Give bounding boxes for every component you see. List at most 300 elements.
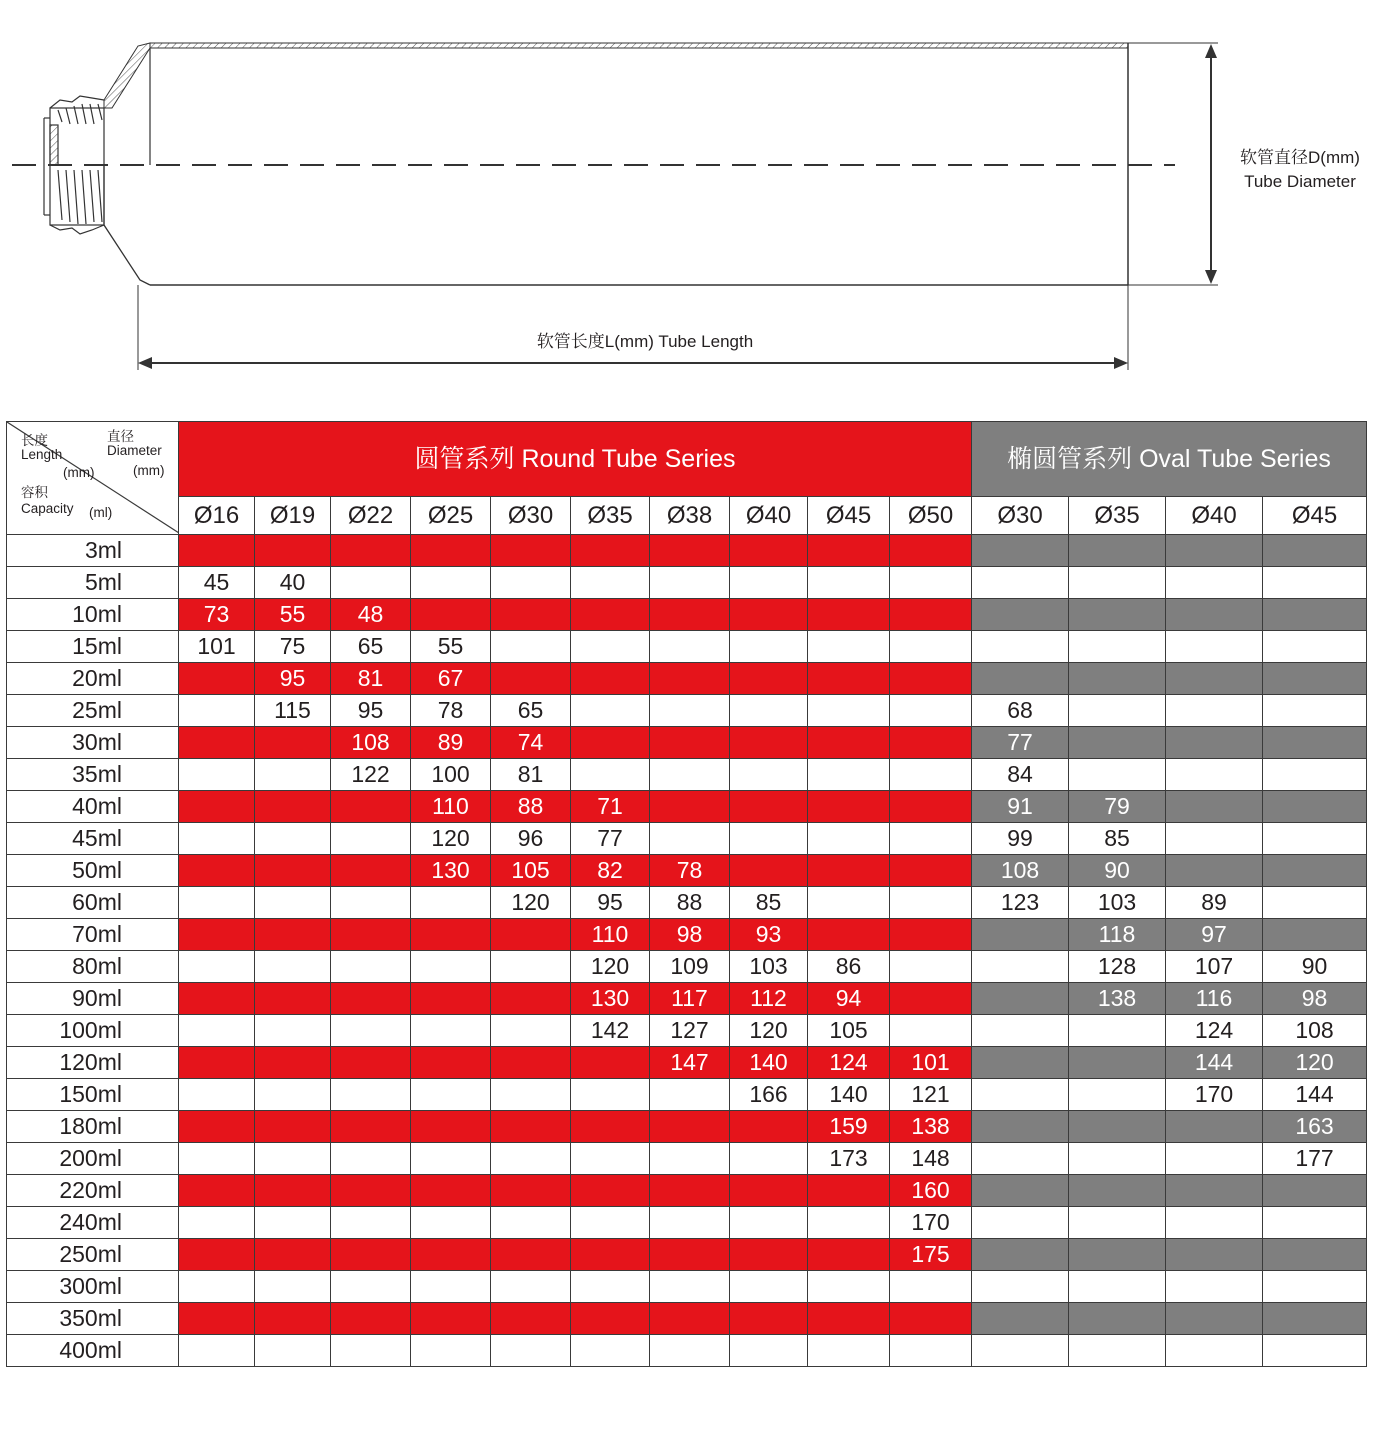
round-length-cell	[491, 919, 571, 951]
round-length-cell: 175	[890, 1239, 972, 1271]
round-diameter-header: Ø22	[331, 497, 411, 535]
round-series-header: 圆管系列 Round Tube Series	[179, 422, 972, 497]
round-length-cell	[331, 1143, 411, 1175]
round-diameter-header: Ø38	[650, 497, 730, 535]
tube-diameter-label-en: Tube Diameter	[1244, 172, 1356, 191]
round-length-cell: 120	[730, 1015, 808, 1047]
round-length-cell: 89	[411, 727, 491, 759]
round-length-cell: 95	[571, 887, 650, 919]
oval-length-cell: 170	[1166, 1079, 1263, 1111]
round-length-cell	[730, 663, 808, 695]
round-length-cell: 81	[331, 663, 411, 695]
round-length-cell	[808, 695, 890, 727]
round-length-cell	[808, 887, 890, 919]
round-length-cell	[491, 1207, 571, 1239]
round-length-cell	[179, 1335, 255, 1367]
oval-length-cell	[1263, 823, 1367, 855]
round-length-cell	[890, 631, 972, 663]
table-row	[7, 1303, 1367, 1335]
round-length-cell	[571, 1335, 650, 1367]
round-length-cell	[491, 1175, 571, 1207]
round-length-cell	[331, 823, 411, 855]
table-row	[7, 855, 1367, 887]
round-length-cell	[331, 1303, 411, 1335]
oval-length-cell	[1166, 663, 1263, 695]
oval-length-cell	[1166, 631, 1263, 663]
round-length-cell	[179, 791, 255, 823]
round-length-cell	[331, 1047, 411, 1079]
table-row	[7, 1143, 1367, 1175]
oval-length-cell	[972, 1207, 1069, 1239]
capacity-label: 25ml	[7, 695, 179, 727]
oval-length-cell	[1263, 1175, 1367, 1207]
round-length-cell	[411, 951, 491, 983]
oval-length-cell	[1069, 727, 1166, 759]
oval-diameter-header: Ø30	[972, 497, 1069, 535]
round-length-cell: 173	[808, 1143, 890, 1175]
round-length-cell	[730, 695, 808, 727]
round-length-cell: 140	[730, 1047, 808, 1079]
table-row	[7, 535, 1367, 567]
round-length-cell	[808, 791, 890, 823]
round-length-cell: 117	[650, 983, 730, 1015]
oval-length-cell	[1263, 919, 1367, 951]
round-length-cell	[331, 887, 411, 919]
round-length-cell	[411, 1079, 491, 1111]
round-length-cell	[571, 599, 650, 631]
oval-length-cell: 89	[1166, 887, 1263, 919]
oval-length-cell	[1069, 1015, 1166, 1047]
oval-length-cell	[1263, 887, 1367, 919]
round-length-cell	[179, 1271, 255, 1303]
oval-length-cell: 85	[1069, 823, 1166, 855]
oval-series-header: 椭圆管系列 Oval Tube Series	[972, 422, 1367, 497]
oval-length-cell	[1263, 1207, 1367, 1239]
oval-length-cell	[972, 631, 1069, 663]
capacity-label: 60ml	[7, 887, 179, 919]
corner-capacity-unit: (ml)	[89, 505, 113, 520]
round-length-cell	[491, 1015, 571, 1047]
round-length-cell	[331, 1111, 411, 1143]
round-diameter-header: Ø35	[571, 497, 650, 535]
corner-diameter-unit: (mm)	[133, 463, 165, 478]
oval-length-cell: 123	[972, 887, 1069, 919]
round-length-cell	[331, 855, 411, 887]
capacity-label: 240ml	[7, 1207, 179, 1239]
round-length-cell	[571, 1079, 650, 1111]
round-length-cell	[571, 535, 650, 567]
round-length-cell	[650, 759, 730, 791]
round-length-cell: 147	[650, 1047, 730, 1079]
oval-diameter-header: Ø45	[1263, 497, 1367, 535]
capacity-label: 100ml	[7, 1015, 179, 1047]
table-row	[7, 1175, 1367, 1207]
round-length-cell	[491, 1303, 571, 1335]
round-length-cell: 40	[255, 567, 331, 599]
table-row	[7, 1335, 1367, 1367]
oval-length-cell: 116	[1166, 983, 1263, 1015]
round-length-cell	[491, 1079, 571, 1111]
oval-length-cell	[1166, 1175, 1263, 1207]
oval-length-cell	[1263, 631, 1367, 663]
round-length-cell: 130	[571, 983, 650, 1015]
round-length-cell	[808, 1335, 890, 1367]
oval-length-cell	[1263, 695, 1367, 727]
round-length-cell	[730, 1335, 808, 1367]
oval-length-cell: 90	[1263, 951, 1367, 983]
oval-length-cell: 77	[972, 727, 1069, 759]
oval-length-cell: 97	[1166, 919, 1263, 951]
round-length-cell	[179, 535, 255, 567]
round-length-cell	[571, 631, 650, 663]
round-length-cell	[179, 1207, 255, 1239]
capacity-label: 400ml	[7, 1335, 179, 1367]
round-length-cell	[331, 1335, 411, 1367]
round-length-cell: 105	[808, 1015, 890, 1047]
round-length-cell	[808, 1303, 890, 1335]
oval-length-cell: 118	[1069, 919, 1166, 951]
oval-length-cell	[1166, 567, 1263, 599]
oval-length-cell	[972, 983, 1069, 1015]
oval-length-cell	[1069, 1079, 1166, 1111]
round-length-cell	[331, 919, 411, 951]
round-length-cell	[650, 1111, 730, 1143]
round-length-cell	[730, 535, 808, 567]
round-diameter-header: Ø50	[890, 497, 972, 535]
capacity-label: 180ml	[7, 1111, 179, 1143]
round-length-cell: 110	[411, 791, 491, 823]
round-length-cell	[331, 1079, 411, 1111]
round-length-cell	[730, 855, 808, 887]
round-length-cell	[255, 823, 331, 855]
tube-shoulder	[104, 43, 150, 108]
oval-length-cell: 144	[1166, 1047, 1263, 1079]
tube-diameter-label	[1228, 146, 1372, 194]
round-length-cell	[255, 887, 331, 919]
capacity-label: 120ml	[7, 1047, 179, 1079]
round-length-cell	[650, 631, 730, 663]
round-length-cell	[255, 1303, 331, 1335]
round-length-cell	[179, 1047, 255, 1079]
oval-length-cell: 108	[1263, 1015, 1367, 1047]
capacity-label: 150ml	[7, 1079, 179, 1111]
round-length-cell	[808, 823, 890, 855]
round-diameter-header: Ø40	[730, 497, 808, 535]
round-length-cell	[411, 567, 491, 599]
oval-length-cell: 120	[1263, 1047, 1367, 1079]
round-length-cell	[571, 1175, 650, 1207]
round-length-cell	[808, 535, 890, 567]
oval-length-cell	[972, 1111, 1069, 1143]
oval-length-cell	[972, 1271, 1069, 1303]
oval-length-cell	[1263, 791, 1367, 823]
table-row	[7, 983, 1367, 1015]
capacity-label: 200ml	[7, 1143, 179, 1175]
round-length-cell	[890, 1335, 972, 1367]
oval-length-cell	[972, 1175, 1069, 1207]
oval-diameter-header: Ø40	[1166, 497, 1263, 535]
table-row	[7, 663, 1367, 695]
round-length-cell	[179, 1143, 255, 1175]
oval-length-cell	[972, 1079, 1069, 1111]
oval-length-cell	[1069, 1175, 1166, 1207]
round-length-cell: 108	[331, 727, 411, 759]
table-row	[7, 951, 1367, 983]
round-length-cell	[730, 631, 808, 663]
tube-spec-table	[6, 421, 1367, 1367]
round-length-cell	[491, 1335, 571, 1367]
round-length-cell	[890, 1303, 972, 1335]
round-length-cell	[650, 599, 730, 631]
capacity-label: 350ml	[7, 1303, 179, 1335]
capacity-label: 220ml	[7, 1175, 179, 1207]
oval-length-cell	[1263, 1239, 1367, 1271]
corner-length-en: Length	[21, 447, 63, 462]
capacity-label: 90ml	[7, 983, 179, 1015]
round-length-cell: 78	[411, 695, 491, 727]
round-diameter-header: Ø45	[808, 497, 890, 535]
round-length-cell	[179, 1175, 255, 1207]
round-length-cell	[179, 951, 255, 983]
table-row	[7, 1207, 1367, 1239]
round-length-cell	[890, 1015, 972, 1047]
round-length-cell	[890, 791, 972, 823]
oval-length-cell	[1166, 1207, 1263, 1239]
round-length-cell	[411, 599, 491, 631]
round-length-cell	[255, 791, 331, 823]
round-length-cell	[491, 1239, 571, 1271]
round-length-cell	[255, 1143, 331, 1175]
capacity-label: 250ml	[7, 1239, 179, 1271]
round-length-cell: 166	[730, 1079, 808, 1111]
table-row	[7, 567, 1367, 599]
round-length-cell	[491, 1047, 571, 1079]
round-length-cell: 82	[571, 855, 650, 887]
round-length-cell	[491, 599, 571, 631]
round-length-cell	[411, 1111, 491, 1143]
table-row	[7, 1079, 1367, 1111]
capacity-label: 5ml	[7, 567, 179, 599]
round-length-cell	[411, 1207, 491, 1239]
round-length-cell: 55	[255, 599, 331, 631]
round-length-cell	[808, 1239, 890, 1271]
round-length-cell	[571, 1111, 650, 1143]
round-length-cell: 120	[571, 951, 650, 983]
round-length-cell	[255, 1047, 331, 1079]
round-length-cell	[730, 1143, 808, 1175]
round-length-cell	[255, 759, 331, 791]
oval-length-cell: 103	[1069, 887, 1166, 919]
round-length-cell	[650, 1143, 730, 1175]
round-length-cell	[890, 599, 972, 631]
oval-length-cell: 84	[972, 759, 1069, 791]
round-length-cell	[331, 983, 411, 1015]
round-length-cell: 74	[491, 727, 571, 759]
round-length-cell: 75	[255, 631, 331, 663]
round-length-cell	[331, 791, 411, 823]
round-diameter-header: Ø30	[491, 497, 571, 535]
round-length-cell: 67	[411, 663, 491, 695]
oval-length-cell	[1263, 1335, 1367, 1367]
round-length-cell	[730, 599, 808, 631]
round-length-cell: 140	[808, 1079, 890, 1111]
round-length-cell	[491, 1111, 571, 1143]
oval-length-cell	[1263, 855, 1367, 887]
round-length-cell	[331, 1175, 411, 1207]
oval-length-cell	[1166, 1239, 1263, 1271]
round-length-cell	[650, 1239, 730, 1271]
round-length-cell: 105	[491, 855, 571, 887]
round-length-cell	[411, 535, 491, 567]
oval-length-cell	[1166, 759, 1263, 791]
oval-length-cell	[1166, 535, 1263, 567]
oval-length-cell	[972, 919, 1069, 951]
oval-length-cell	[1069, 1143, 1166, 1175]
round-length-cell	[491, 567, 571, 599]
round-length-cell: 115	[255, 695, 331, 727]
round-length-cell: 71	[571, 791, 650, 823]
round-length-cell: 124	[808, 1047, 890, 1079]
round-length-cell: 159	[808, 1111, 890, 1143]
round-length-cell	[808, 1175, 890, 1207]
corner-capacity-cn: 容积	[21, 485, 48, 500]
round-length-cell: 101	[890, 1047, 972, 1079]
round-length-cell	[255, 727, 331, 759]
oval-length-cell	[1069, 631, 1166, 663]
round-length-cell	[331, 535, 411, 567]
round-length-cell	[255, 535, 331, 567]
oval-length-cell	[1069, 663, 1166, 695]
round-length-cell: 96	[491, 823, 571, 855]
round-length-cell	[650, 791, 730, 823]
round-length-cell	[650, 1207, 730, 1239]
round-length-cell: 48	[331, 599, 411, 631]
table-row	[7, 1239, 1367, 1271]
round-length-cell	[179, 1239, 255, 1271]
capacity-label: 40ml	[7, 791, 179, 823]
round-length-cell	[808, 1207, 890, 1239]
round-length-cell: 95	[255, 663, 331, 695]
capacity-label: 70ml	[7, 919, 179, 951]
table-row	[7, 887, 1367, 919]
table-row	[7, 791, 1367, 823]
tube-diameter-label-cn: 软管直径D(mm)	[1240, 148, 1360, 167]
oval-length-cell	[972, 599, 1069, 631]
round-length-cell	[650, 1271, 730, 1303]
table-row	[7, 823, 1367, 855]
oval-length-cell	[972, 1239, 1069, 1271]
oval-length-cell	[1069, 1303, 1166, 1335]
round-length-cell	[650, 727, 730, 759]
round-length-cell	[491, 983, 571, 1015]
round-length-cell	[890, 695, 972, 727]
round-length-cell	[179, 887, 255, 919]
oval-length-cell	[1069, 567, 1166, 599]
round-length-cell	[890, 919, 972, 951]
round-length-cell	[179, 1079, 255, 1111]
round-length-cell	[411, 1175, 491, 1207]
round-length-cell: 148	[890, 1143, 972, 1175]
round-length-cell	[411, 919, 491, 951]
round-diameter-header: Ø16	[179, 497, 255, 535]
round-length-cell: 85	[730, 887, 808, 919]
round-length-cell: 73	[179, 599, 255, 631]
round-length-cell	[255, 1111, 331, 1143]
round-length-cell	[255, 855, 331, 887]
round-length-cell	[730, 791, 808, 823]
oval-length-cell: 138	[1069, 983, 1166, 1015]
round-length-cell	[808, 567, 890, 599]
oval-length-cell	[1069, 1111, 1166, 1143]
table-row	[7, 1015, 1367, 1047]
oval-length-cell: 124	[1166, 1015, 1263, 1047]
round-length-cell	[890, 855, 972, 887]
oval-length-cell: 177	[1263, 1143, 1367, 1175]
round-length-cell	[331, 567, 411, 599]
round-length-cell	[491, 1271, 571, 1303]
round-length-cell	[411, 1015, 491, 1047]
oval-length-cell: 90	[1069, 855, 1166, 887]
oval-length-cell	[1069, 1239, 1166, 1271]
oval-length-cell	[1263, 535, 1367, 567]
table-row	[7, 599, 1367, 631]
oval-length-cell	[1166, 1271, 1263, 1303]
round-length-cell	[255, 1079, 331, 1111]
capacity-label: 3ml	[7, 535, 179, 567]
oval-length-cell	[1069, 535, 1166, 567]
round-length-cell	[179, 823, 255, 855]
round-length-cell	[808, 1271, 890, 1303]
round-length-cell	[890, 663, 972, 695]
oval-length-cell	[1069, 695, 1166, 727]
oval-length-cell	[1166, 855, 1263, 887]
oval-length-cell	[972, 1303, 1069, 1335]
oval-length-cell	[972, 1015, 1069, 1047]
round-length-cell	[650, 535, 730, 567]
round-length-cell	[650, 823, 730, 855]
round-length-cell	[650, 1303, 730, 1335]
capacity-label: 30ml	[7, 727, 179, 759]
table-row	[7, 695, 1367, 727]
round-length-cell	[491, 535, 571, 567]
round-length-cell: 120	[411, 823, 491, 855]
round-length-cell	[571, 759, 650, 791]
round-length-cell: 77	[571, 823, 650, 855]
table-row	[7, 1047, 1367, 1079]
round-length-cell: 98	[650, 919, 730, 951]
round-length-cell: 93	[730, 919, 808, 951]
oval-length-cell	[1166, 1303, 1263, 1335]
round-length-cell	[179, 759, 255, 791]
round-length-cell	[890, 887, 972, 919]
oval-length-cell	[1263, 727, 1367, 759]
oval-length-cell: 163	[1263, 1111, 1367, 1143]
round-length-cell: 86	[808, 951, 890, 983]
round-length-cell: 138	[890, 1111, 972, 1143]
round-length-cell	[650, 1335, 730, 1367]
round-length-cell	[890, 983, 972, 1015]
capacity-label: 20ml	[7, 663, 179, 695]
round-length-cell	[571, 1207, 650, 1239]
round-length-cell	[411, 1271, 491, 1303]
oval-length-cell	[1166, 1143, 1263, 1175]
round-length-cell	[331, 1239, 411, 1271]
round-length-cell: 110	[571, 919, 650, 951]
round-length-cell	[179, 1303, 255, 1335]
round-length-cell: 160	[890, 1175, 972, 1207]
round-length-cell	[730, 823, 808, 855]
round-length-cell	[730, 1111, 808, 1143]
